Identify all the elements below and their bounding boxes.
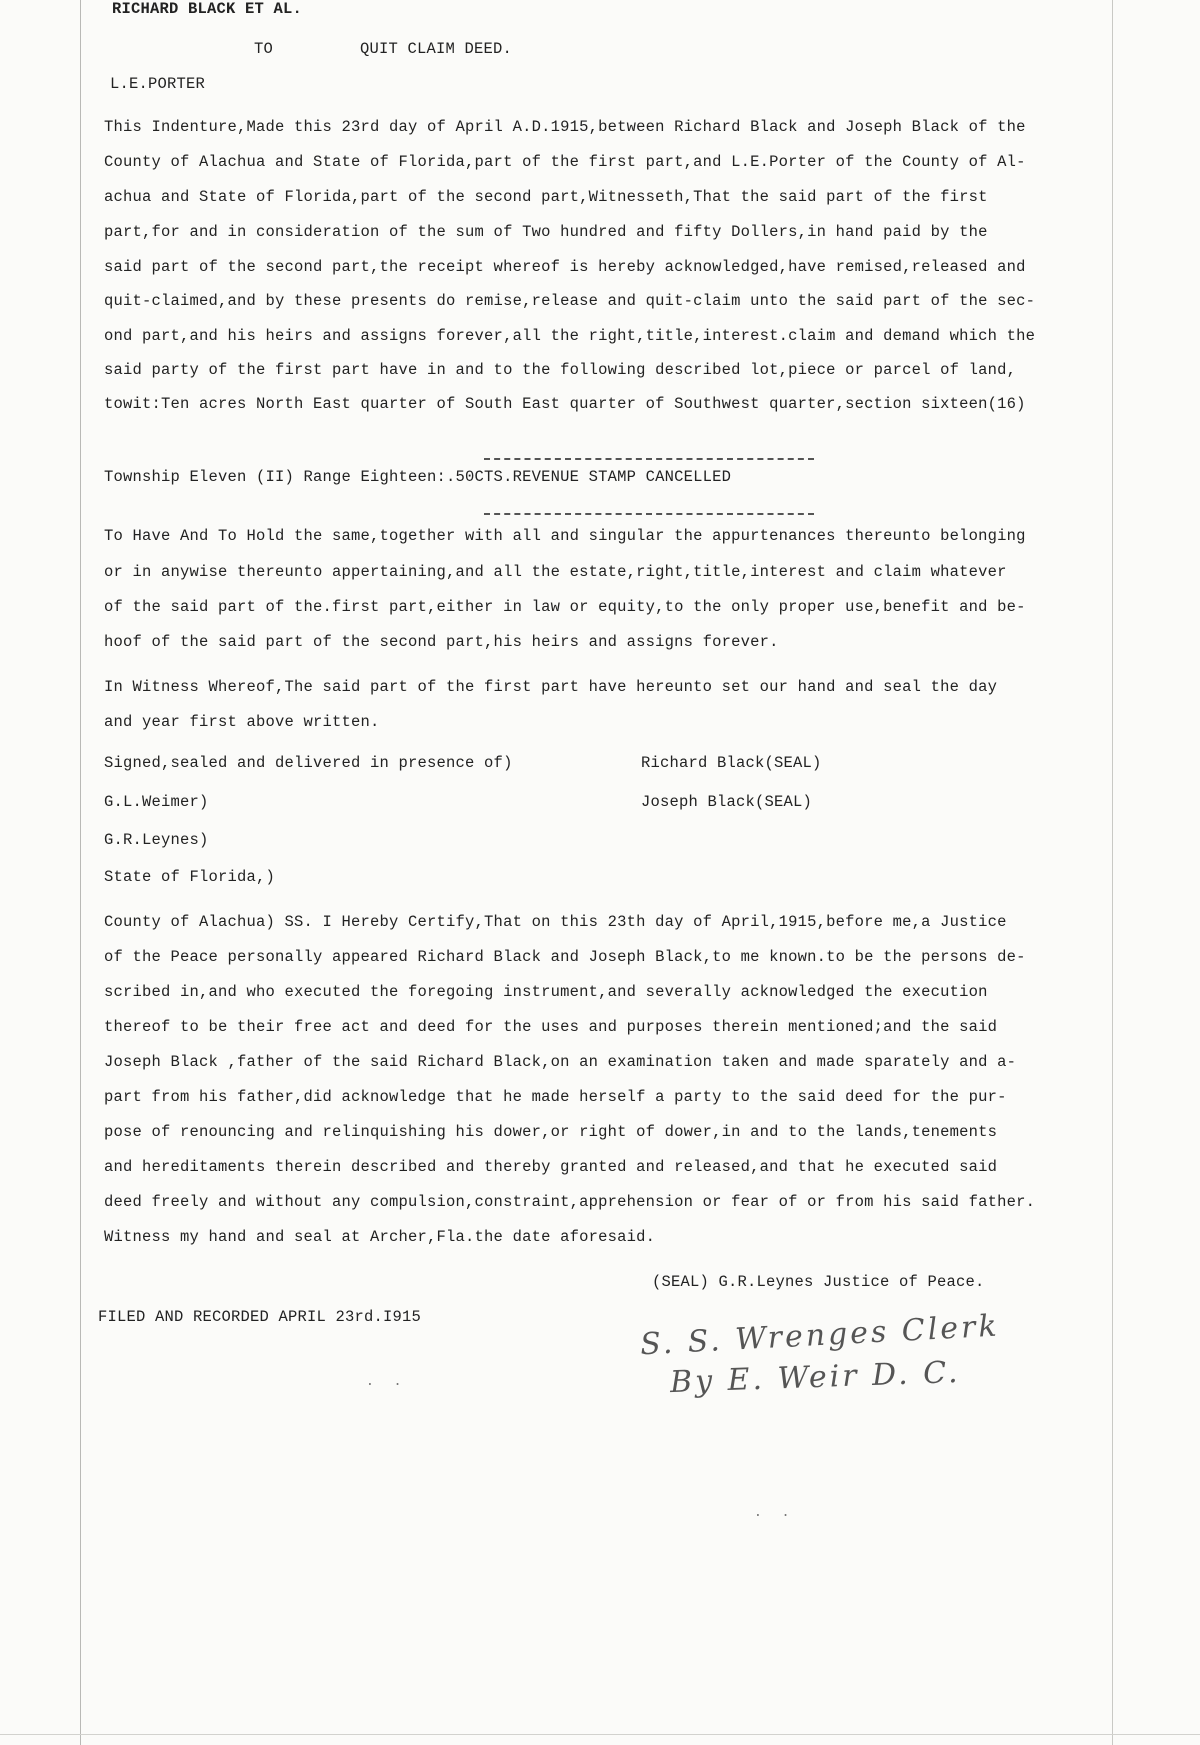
witness-line: and year first above written. (104, 713, 380, 731)
indenture-line: said party of the first part have in and to the following described lot,piece or parcel of land, (104, 361, 1017, 379)
signed-sealed-line: Signed,sealed and delivered in presence of) (104, 754, 513, 772)
acknowledgment-line: part from his father,did acknowledge that he made herself a party to the said deed for the pur- (104, 1088, 1007, 1106)
habendum-line: or in anywise thereunto appertaining,and all the estate,right,title,interest and claim whatever (104, 563, 1007, 581)
stamp-rule-top (484, 458, 814, 460)
witness-line: In Witness Whereof,The said part of the first part have hereunto set our hand and seal the day (104, 678, 998, 696)
state-line: State of Florida,) (104, 868, 276, 886)
indenture-line-stamp: Township Eleven (II) Range Eighteen:.50CTS.REVENUE STAMP CANCELLED (104, 468, 732, 486)
acknowledgment-line: Joseph Black ,father of the said Richard Black,on an examination taken and made sparately and a- (104, 1053, 1017, 1071)
party-from: RICHARD BLACK ET AL. (112, 0, 303, 18)
stray-specks: . . (366, 1374, 408, 1389)
acknowledgment-line: County of Alachua) SS. I Hereby Certify,That on this 23th day of April,1915,before me,a Justice (104, 913, 1007, 931)
deputy-clerk-signature: By E. Weir D. C. (669, 1354, 962, 1401)
indenture-line: part,for and in consideration of the sum of Two hundred and fifty Dollers,in hand paid by the (104, 223, 988, 241)
signer-joseph-black: Joseph Black(SEAL) (641, 793, 813, 811)
stamp-rule-bottom (484, 513, 814, 515)
acknowledgment-line: pose of renouncing and relinquishing his dower,or right of dower,in and to the lands,tenements (104, 1123, 998, 1141)
acknowledgment-line: Witness my hand and seal at Archer,Fla.the date aforesaid. (104, 1228, 656, 1246)
indenture-line: This Indenture,Made this 23rd day of April A.D.1915,between Richard Black and Joseph Black of the (104, 118, 1026, 136)
acknowledgment-line: and hereditaments therein described and thereby granted and released,and that he executed said (104, 1158, 998, 1176)
deed-title: QUIT CLAIM DEED. (360, 40, 513, 58)
justice-of-peace-line: (SEAL) G.R.Leynes Justice of Peace. (652, 1273, 985, 1291)
clerk-signature: S. S. Wrenges Clerk (639, 1308, 1001, 1363)
filed-and-recorded: FILED AND RECORDED APRIL 23rd.I915 (98, 1308, 422, 1326)
indenture-line: County of Alachua and State of Florida,part of the first part,and L.E.Porter of the County of Al- (104, 153, 1026, 171)
acknowledgment-line: of the Peace personally appeared Richard Black and Joseph Black,to me known.to be the persons de- (104, 948, 1026, 966)
left-margin-rule (80, 0, 81, 1745)
signer-richard-black: Richard Black(SEAL) (641, 754, 822, 772)
to-label: TO (254, 40, 274, 58)
indenture-line: towit:Ten acres North East quarter of South East quarter of Southwest quarter,section sixteen(16) (104, 395, 1026, 413)
acknowledgment-line: scribed in,and who executed the foregoing instrument,and severally acknowledged the execution (104, 983, 988, 1001)
indenture-line: ond part,and his heirs and assigns forever,all the right,title,interest.claim and demand which the (104, 327, 1036, 345)
habendum-line: hoof of the said part of the second part,his heirs and assigns forever. (104, 633, 779, 651)
witness-weimer: G.L.Weimer) (104, 793, 209, 811)
stray-specks: . . (754, 1505, 796, 1520)
habendum-line: of the said part of the.first part,either in law or equity,to the only proper use,benefit and be- (104, 598, 1026, 616)
indenture-line: said part of the second part,the receipt whereof is hereby acknowledged,have remised,released and (104, 258, 1026, 276)
party-to: L.E.PORTER (110, 75, 206, 93)
witness-leynes: G.R.Leynes) (104, 831, 209, 849)
habendum-line: To Have And To Hold the same,together with all and singular the appurtenances thereunto belonging (104, 527, 1026, 545)
right-margin-rule (1112, 0, 1113, 1745)
acknowledgment-line: thereof to be their free act and deed for the uses and purposes therein mentioned;and the said (104, 1018, 998, 1036)
acknowledgment-line: deed freely and without any compulsion,constraint,apprehension or fear of or from his said father. (104, 1193, 1036, 1211)
indenture-line: quit-claimed,and by these presents do remise,release and quit-claim unto the said part of the sec- (104, 292, 1036, 310)
bottom-edge-rule (0, 1734, 1200, 1735)
indenture-line: achua and State of Florida,part of the second part,Witnesseth,That the said part of the first (104, 188, 988, 206)
